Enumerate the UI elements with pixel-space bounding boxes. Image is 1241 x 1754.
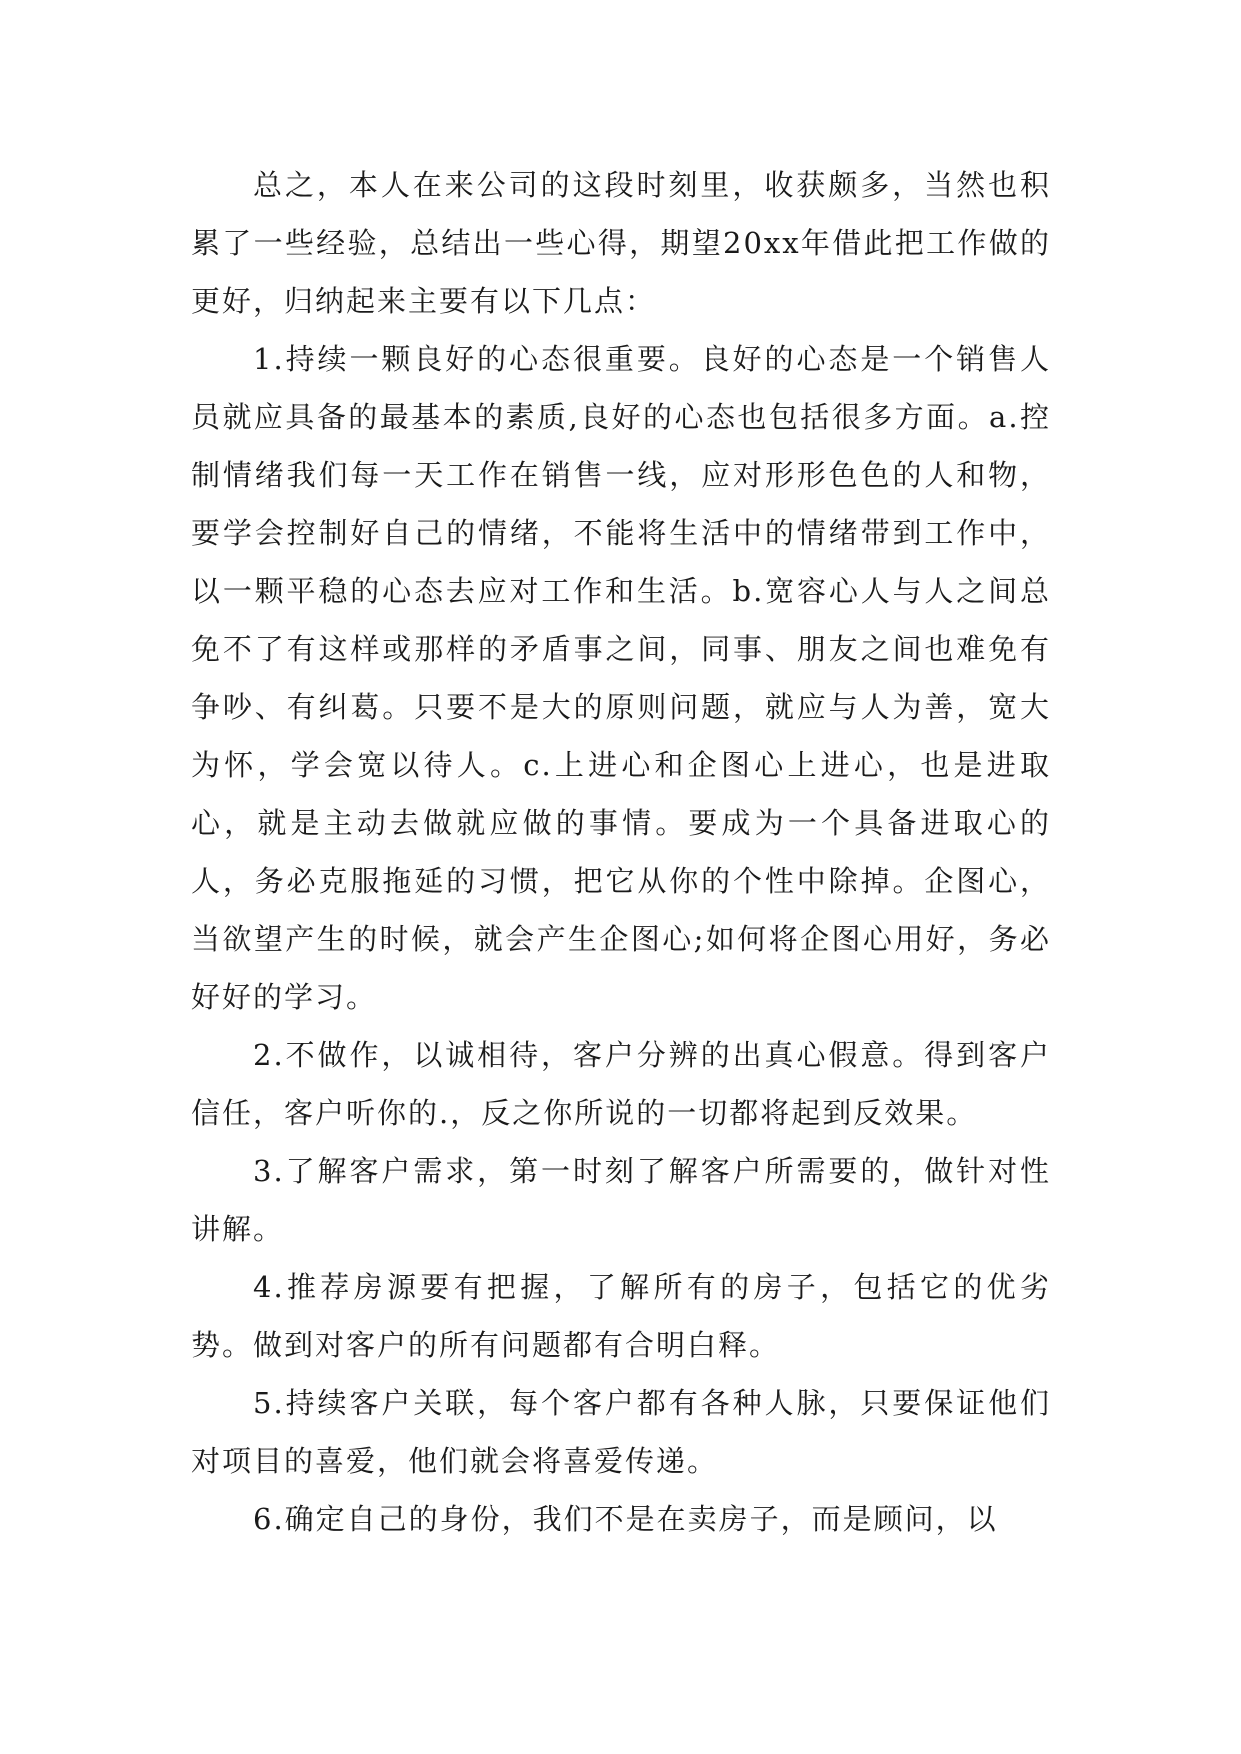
paragraph-intro: 总之，本人在来公司的这段时刻里，收获颇多，当然也积累了一些经验，总结出一些心得，期望20xx年借此把工作做的更好，归纳起来主要有以下几点： xyxy=(191,168,1051,318)
paragraph-point-2: 2.不做作，以诚相待，客户分辨的出真心假意。得到客户信任，客户听你的.，反之你所说的一切都将起到反效果。 xyxy=(191,1038,1051,1130)
paragraph-point-4: 4.推荐房源要有把握，了解所有的房子，包括它的优劣势。做到对客户的所有问题都有合明白释。 xyxy=(191,1270,1051,1362)
document-body xyxy=(191,156,1051,1548)
paragraph-point-3: 3.了解客户需求，第一时刻了解客户所需要的，做针对性讲解。 xyxy=(191,1154,1051,1246)
paragraph-point-6: 6.确定自己的身份，我们不是在卖房子，而是顾问，以 xyxy=(253,1502,998,1536)
paragraph-point-5: 5.持续客户关联，每个客户都有各种人脉，只要保证他们对项目的喜爱，他们就会将喜爱传递。 xyxy=(191,1386,1051,1478)
paragraph-point-1: 1.持续一颗良好的心态很重要。良好的心态是一个销售人员就应具备的最基本的素质,良好的心态也包括很多方面。a.控制情绪我们每一天工作在销售一线，应对形形色色的人和物，要学会控制好自己的情绪，不能将生活中的情绪带到工作中，以一颗平稳的心态去应对工作和生活。b.宽容心人与人之间总免不了有这样或那样的矛盾事之间，同事、朋友之间也难免有争吵、有纠葛。只要不是大的原则问题，就应与人为善，宽大为怀，学会宽以待人。c.上进心和企图心上进心，也是进取心，就是主动去做就应做的事情。要成为一个具备进取心的人，务必克服拖延的习惯，把它从你的个性中除掉。企图心，当欲望产生的时候，就会产生企图心;如何将企图心用好，务必好好的学习。 xyxy=(191,342,1051,1014)
